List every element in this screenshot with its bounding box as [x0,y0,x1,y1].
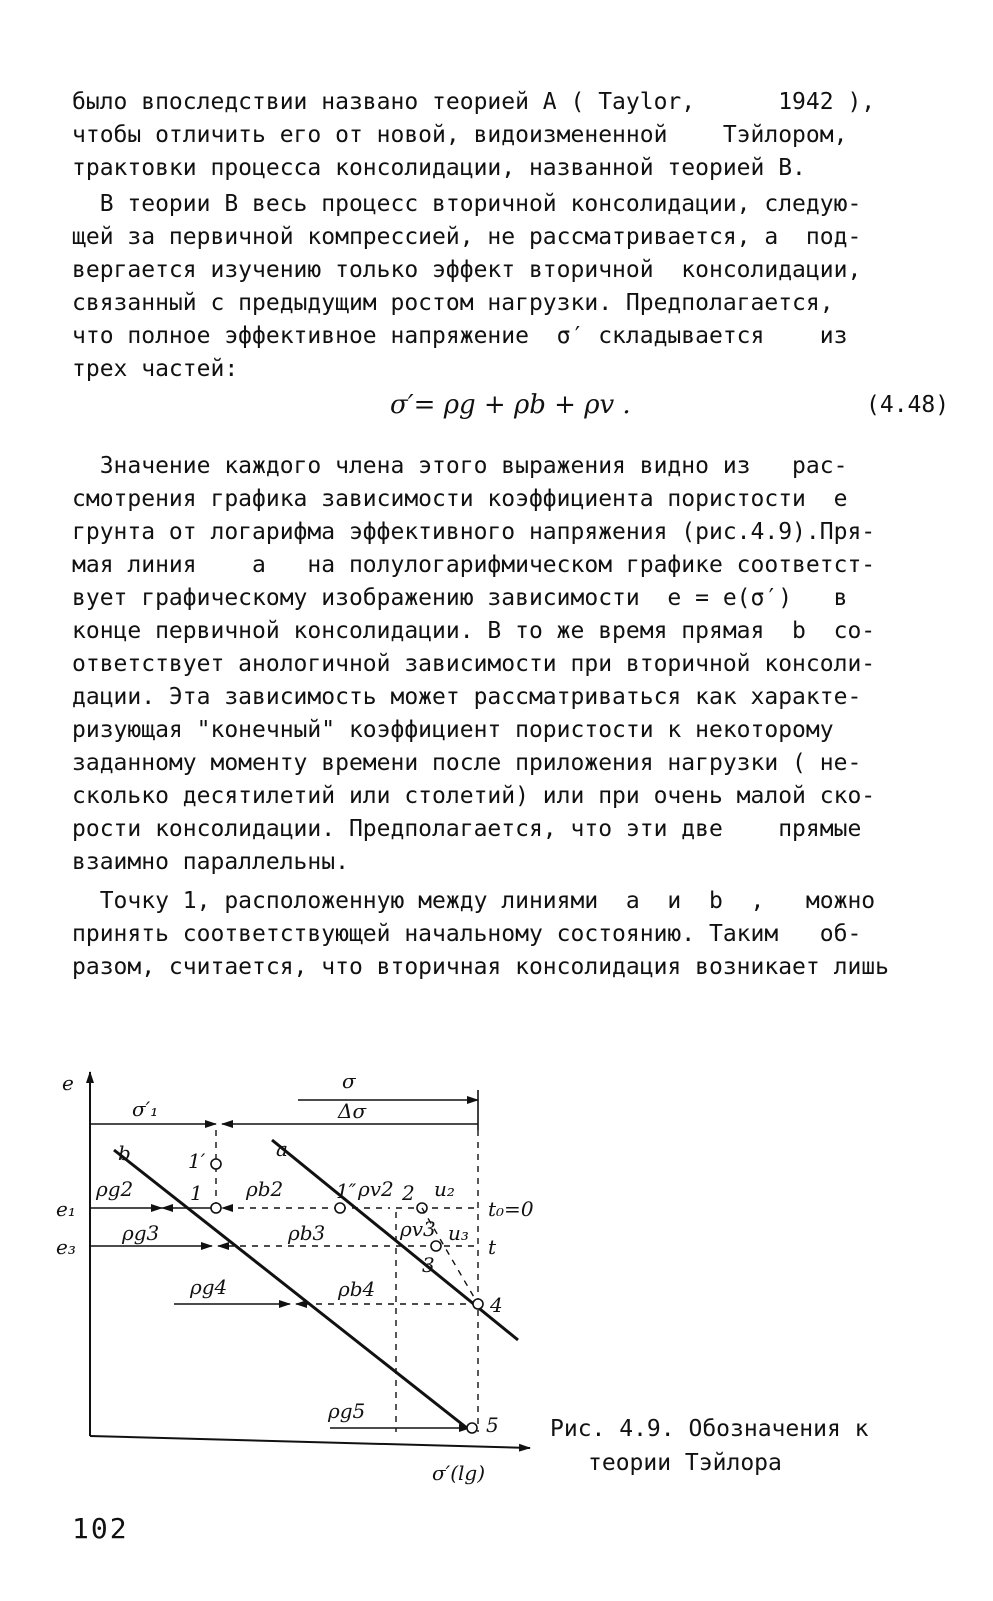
equation-number: (4.48) [866,392,950,418]
text-line: конце первичной консолидации. В то же время прямая b со- [72,618,876,644]
pg4-label: ρg4 [190,1275,228,1299]
point-5-label: 5 [486,1413,499,1437]
text-line: вует графическому изображению зависимости e = e(σ′) в [72,585,848,611]
sigma1-label: σ′₁ [132,1097,159,1121]
line-b [114,1150,472,1432]
text-line: Точку 1, расположенную между линиями a и b , можно [72,888,876,914]
figure-4-9 [50,1060,610,1500]
delta-sigma-label: Δσ [338,1099,367,1123]
point-2-label: 2 [402,1181,415,1205]
pv2-label: ρv2 [358,1177,394,1201]
text-line: разом, считается, что вторичная консолидация возникает лишь [72,954,889,980]
e1-label: e₁ [56,1197,76,1221]
text-line: трех частей: [72,356,239,382]
figure-diagram [50,1060,610,1500]
pg2-label: ρg2 [96,1177,134,1201]
point-3 [431,1241,441,1251]
sigma-label: σ [342,1069,356,1093]
t-label: t [488,1235,497,1259]
point-1-double-prime-label: 1″ [336,1179,357,1203]
text-line: ответствует анологичной зависимости при вторичной консоли- [72,651,876,677]
point-1-double-prime [335,1203,345,1213]
t0-label: t₀=0 [488,1197,534,1221]
text-line: щей за первичной компрессией, не рассматривается, а под- [72,224,862,250]
text-line: чтобы отличить его от новой, видоизмененной Тэйлором, [72,122,848,148]
point-1-prime-label: 1′ [188,1149,206,1173]
text-line: рости консолидации. Предполагается, что эти две прямые [72,816,862,842]
text-line: взаимно параллельны. [72,849,349,875]
y-axis-label: e [62,1071,74,1095]
u3-label: u₃ [448,1221,469,1245]
page-number: 102 [72,1512,129,1545]
point-3-label: 3 [422,1253,435,1277]
x-axis-label: σ′(lg) [432,1461,485,1485]
point-5 [467,1423,477,1433]
point-4-label: 4 [490,1293,503,1317]
text-line: дации. Эта зависимость может рассматриваться как характе- [72,684,862,710]
text-line: трактовки процесса консолидации, названной теорией В. [72,155,806,181]
x-axis [90,1436,530,1448]
point-1 [211,1203,221,1213]
text-line: ризующая "конечный" коэффициент пористости к некоторому [72,717,834,743]
pv3-label: ρv3 [400,1217,436,1241]
text-line: связанный с предыдущим ростом нагрузки. Предполагается, [72,290,834,316]
text-line: вергается изучению только эффект вторичной консолидации, [72,257,862,283]
line-a-label: a [276,1137,288,1161]
pg3-label: ρg3 [122,1221,160,1245]
equation-4-48: σ′= ρg + ρb + ρv . [390,390,631,420]
pb3-label: ρb3 [288,1221,326,1245]
text-line: грунта от логарифма эффективного напряжения (рис.4.9).Пря- [72,519,876,545]
point-1-prime [211,1159,221,1169]
text-line: Значение каждого члена этого выражения видно из рас- [72,453,848,479]
text-line: заданному моменту времени после приложения нагрузки ( не- [72,750,862,776]
text-line: было впоследствии названо теорией А ( Taylor, 1942 ), [72,89,876,115]
text-line: мая линия a на полулогарифмическом графике соответст- [72,552,876,578]
pb4-label: ρb4 [338,1277,376,1301]
text-line: что полное эффективное напряжение σ′ складывается из [72,323,848,349]
e3-label: e₃ [56,1235,76,1259]
text-line: принять соответствующей начальному состоянию. Таким об- [72,921,862,947]
text-line: сколько десятилетий или столетий) или при очень малой ско- [72,783,876,809]
pb2-label: ρb2 [246,1177,284,1201]
text-line: смотрения графика зависимости коэффициента пористости e [72,486,848,512]
figure-caption: Рис. 4.9. Обозначения к [550,1416,869,1442]
pg5-label: ρg5 [328,1399,366,1423]
u2-label: u₂ [434,1177,455,1201]
text-line: В теории В весь процесс вторичной консолидации, следую- [72,191,862,217]
point-1-label: 1 [190,1181,203,1205]
figure-caption-line-2: теории Тэйлора [588,1450,782,1476]
line-b-label: b [118,1141,131,1165]
point-4 [473,1299,483,1309]
